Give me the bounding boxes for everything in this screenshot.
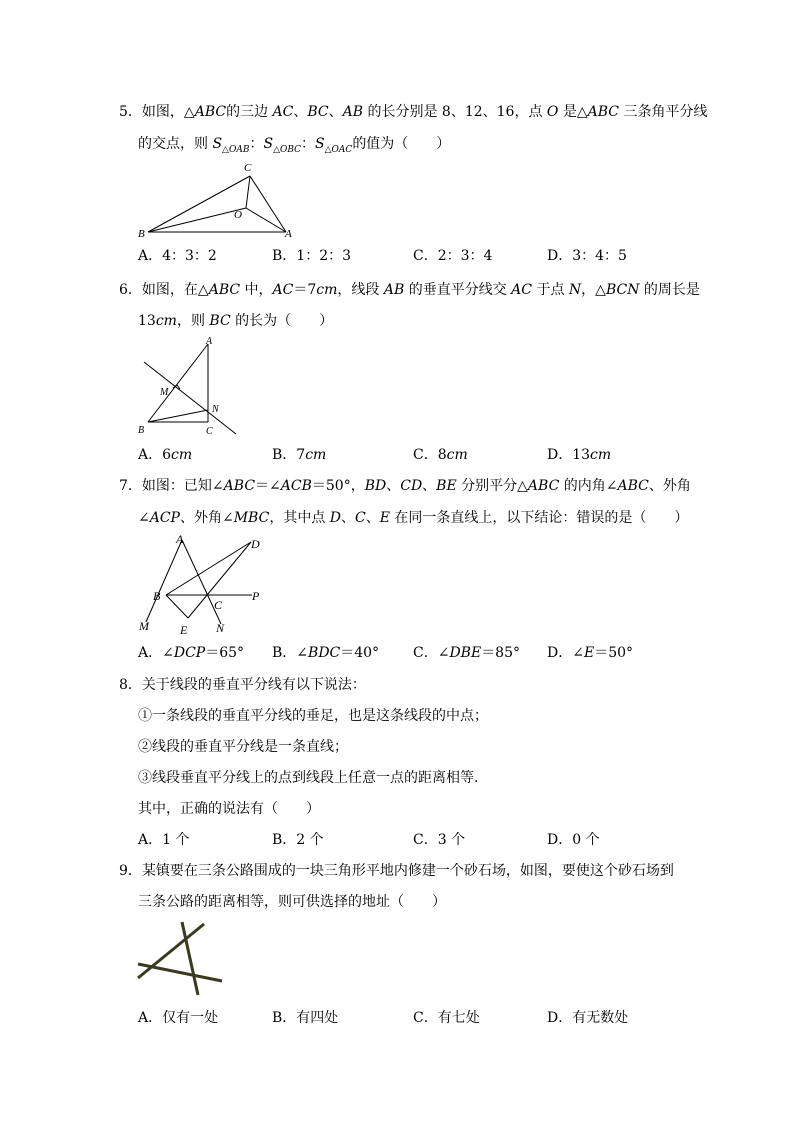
q9-stem-line2: 三条公路的距离相等，则可供选择的地址（ ） — [138, 894, 446, 910]
q6-label-c: C — [206, 426, 213, 437]
q6-label-n: N — [212, 404, 219, 415]
q5-option-d[interactable]: D．3：4：5 — [547, 248, 627, 264]
q8-question: 其中，正确的说法有（ ） — [138, 801, 320, 817]
q8-item-1: ①一条线段的垂直平分线的垂足，也是这条线段的中点； — [138, 708, 488, 724]
q6-option-d[interactable]: D．13cm — [547, 447, 612, 463]
q6-label-a: A — [206, 336, 213, 347]
q7-segment-be — [166, 595, 188, 618]
q8-option-c[interactable]: C．3 个 — [413, 832, 466, 848]
q5-side-ca — [250, 176, 286, 232]
q6-perpendicular-bisector — [144, 362, 236, 434]
q5-bisector-ao — [246, 208, 286, 232]
q9-number: 9． — [119, 863, 142, 879]
q7-label-b: B — [153, 589, 161, 603]
q7-label-a: A — [176, 532, 184, 546]
q9-options — [138, 1008, 658, 1028]
q8-options — [138, 830, 658, 850]
q5-option-a[interactable]: A．4：3：2 — [138, 248, 217, 264]
q5-label-c: C — [244, 162, 252, 174]
q5-bisector-co — [246, 176, 250, 208]
q5-side-bc — [148, 176, 250, 232]
q5-triangle-figure — [136, 158, 296, 242]
q5-number: 5． — [119, 104, 142, 120]
q7-line-am — [146, 540, 182, 622]
q6-option-a[interactable]: A．6cm — [138, 447, 193, 463]
q7-option-b[interactable]: B．∠BDC＝40° — [272, 645, 380, 661]
q7-option-c[interactable]: C．∠DBE＝85° — [413, 645, 521, 661]
q6-stem-line1: 6．如图，在△ABC 中，AC＝7cm，线段 AB 的垂直平分线交 AC 于点 N，△BCN 的周长是 — [119, 282, 700, 298]
q6-label-m: M — [160, 387, 169, 398]
q7-label-d: D — [251, 537, 260, 551]
q7-label-p: P — [252, 589, 260, 603]
q7-number: 7． — [119, 478, 142, 494]
q7-options — [138, 643, 658, 663]
q9-option-c[interactable]: C．有七处 — [413, 1010, 480, 1026]
q6-side-ab — [148, 344, 208, 422]
q7-label-c: C — [214, 598, 223, 612]
q5-label-a: A — [285, 228, 292, 240]
q6-stem-line2: 13cm，则 BC 的长为（ ） — [138, 313, 334, 329]
q5-options — [138, 246, 658, 266]
q5-option-b[interactable]: B．1：2：3 — [272, 248, 352, 264]
q9-roads-figure — [134, 918, 226, 998]
q7-option-d[interactable]: D．∠E＝50° — [547, 645, 634, 661]
q5-bisector-bo — [148, 208, 246, 232]
q8-option-b[interactable]: B．2 个 — [272, 832, 324, 848]
q6-number: 6． — [119, 282, 142, 298]
q6-triangle-figure — [136, 334, 246, 440]
q9-option-a[interactable]: A．仅有一处 — [138, 1010, 219, 1026]
q8-option-a[interactable]: A．1 个 — [138, 832, 190, 848]
q5-stem-line2: 的交点，则 $S_{\triangle OAB}$：$S_{\triangle OBC}$：$S_{\triangle OAC}$的值为（ ） — [138, 136, 451, 155]
q6-option-b[interactable]: B．7cm — [272, 447, 327, 463]
q6-segment-bn — [148, 410, 208, 422]
q5-option-c[interactable]: C．2：3：4 — [413, 248, 493, 264]
q8-item-2: ②线段的垂直平分线是一条直线； — [138, 739, 348, 755]
q7-angle-figure — [136, 530, 268, 640]
q8-item-3: ③线段垂直平分线上的点到线段上任意一点的距离相等． — [138, 770, 488, 786]
q9-road-3 — [182, 922, 198, 995]
q7-stem-line1: 7．如图：已知∠ABC＝∠ACB＝50°，BD、CD、BE 分别平分△ABC 的内角∠ABC、外角 — [119, 478, 691, 494]
q7-segment-bd — [166, 542, 251, 595]
q7-label-n: N — [216, 621, 225, 635]
q9-option-b[interactable]: B．有四处 — [272, 1010, 339, 1026]
q7-stem-line2: ∠ACP、外角∠MBC，其中点 D、C、E 在同一条直线上，以下结论：错误的是（ ） — [138, 510, 689, 526]
q6-label-b: B — [138, 425, 145, 436]
q8-option-d[interactable]: D．0 个 — [547, 832, 600, 848]
q9-stem-line1: 9．某镇要在三条公路围成的一块三角形平地内修建一个砂石场，如图，要使这个砂石场到 — [119, 863, 674, 879]
q9-option-d[interactable]: D．有无数处 — [547, 1010, 629, 1026]
q5-label-b: B — [138, 228, 145, 240]
q7-label-m: M — [139, 619, 149, 633]
q8-number: 8． — [119, 677, 142, 693]
q5-label-o: O — [234, 209, 242, 221]
q6-option-c[interactable]: C．8cm — [413, 447, 468, 463]
q8-stem: 8．关于线段的垂直平分线有以下说法： — [119, 677, 366, 693]
q6-options — [138, 445, 658, 465]
q5-stem-line1: 5．如图，△ABC的三边 AC、BC、AB 的长分别是 8、12、16，点 O 是△ABC 三条角平分线 — [119, 104, 708, 120]
q7-option-a[interactable]: A．∠DCP＝65° — [138, 645, 245, 661]
q7-label-e: E — [180, 623, 188, 637]
